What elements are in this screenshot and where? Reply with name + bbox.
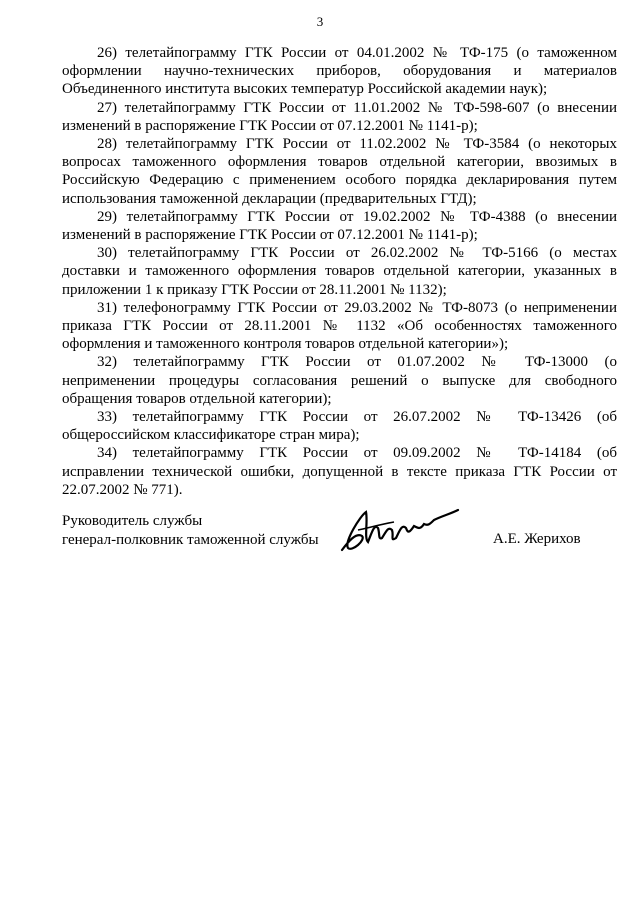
page-number: 3	[316, 14, 324, 29]
text-line: общероссийском классификаторе стран мира);	[62, 427, 360, 444]
text-line: доставки и таможенного оформления товаров отдельной категории, указанных в	[62, 263, 617, 280]
text-line: обращения товаров отдельной категории);	[62, 390, 332, 407]
text-line: изменений в распоряжение ГТК России от 07.12.2001 № 1141-р);	[62, 227, 478, 244]
text-line: изменений в распоряжение ГТК России от 07.12.2001 № 1141-р);	[62, 117, 478, 134]
text-line: 32) телетайпограмму ГТК России от 01.07.2002 № ТФ-13000 (о	[97, 354, 617, 371]
list-item	[62, 244, 617, 299]
list-item	[62, 99, 617, 135]
text-line: 33) телетайпограмму ГТК России от 26.07.2002 № ТФ-13426 (об	[97, 409, 617, 426]
text-line: Российскую Федерацию с применением особого порядка декларирования путем	[62, 172, 617, 189]
text-line: 28) телетайпограмму ГТК России от 11.02.2002 № ТФ-3584 (о некоторых	[97, 136, 617, 153]
text-line: 31) телефонограмму ГТК России от 29.03.2002 № ТФ-8073 (о неприменении	[97, 299, 617, 316]
text-line: 29) телетайпограмму ГТК России от 19.02.2002 № ТФ-4388 (о внесении	[97, 208, 617, 225]
list-item	[62, 299, 617, 354]
list-item	[62, 135, 617, 208]
text-line: 26) телетайпограмму ГТК России от 04.01.2002 № ТФ-175 (о таможенном	[97, 45, 617, 61]
text-line: 30) телетайпограмму ГТК России от 26.02.2002 № ТФ-5166 (о местах	[97, 245, 617, 262]
list-item	[62, 208, 617, 244]
signatory-position	[62, 512, 319, 550]
text-line: неприменении процедуры согласования решений о выпуске для свободного	[62, 372, 617, 389]
text-line: использования таможенной декларации (предварительных ГТД);	[62, 190, 477, 207]
text-line: приказа ГТК России от 28.11.2001 № 1132 «Об особенностях таможенного	[62, 318, 617, 335]
text-line: Объединенного института высоких температур Российской академии наук);	[62, 81, 548, 98]
position-line-1: Руководитель службы	[62, 513, 203, 529]
document-body	[62, 44, 617, 499]
text-line: исправлении технической ошибки, допущенной в тексте приказа ГТК России от	[62, 463, 617, 480]
list-item	[62, 353, 617, 408]
list-item	[62, 44, 617, 99]
text-line: приложении 1 к приказу ГТК России от 28.11.2001 № 1132);	[62, 281, 447, 298]
handwritten-signature	[338, 502, 463, 557]
text-line: оформлении научно-технических приборов, оборудования и материалов	[62, 63, 617, 80]
text-line: вопросах таможенного оформления товаров отдельной категории, ввозимых в	[62, 154, 617, 171]
text-line: 22.07.2002 № 771).	[62, 481, 183, 498]
text-line: оформления и таможенного контроля товаров отдельной категории»);	[62, 336, 509, 353]
position-line-2: генерал-полковник таможенной службы	[62, 532, 319, 548]
text-line: 34) телетайпограмму ГТК России от 09.09.2002 № ТФ-14184 (об	[97, 445, 617, 462]
list-item	[62, 408, 617, 444]
list-item	[62, 444, 617, 499]
text-line: 27) телетайпограмму ГТК России от 11.01.2002 № ТФ-598-607 (о внесении	[97, 99, 617, 116]
signatory-name: А.Е. Жерихов	[493, 531, 581, 547]
